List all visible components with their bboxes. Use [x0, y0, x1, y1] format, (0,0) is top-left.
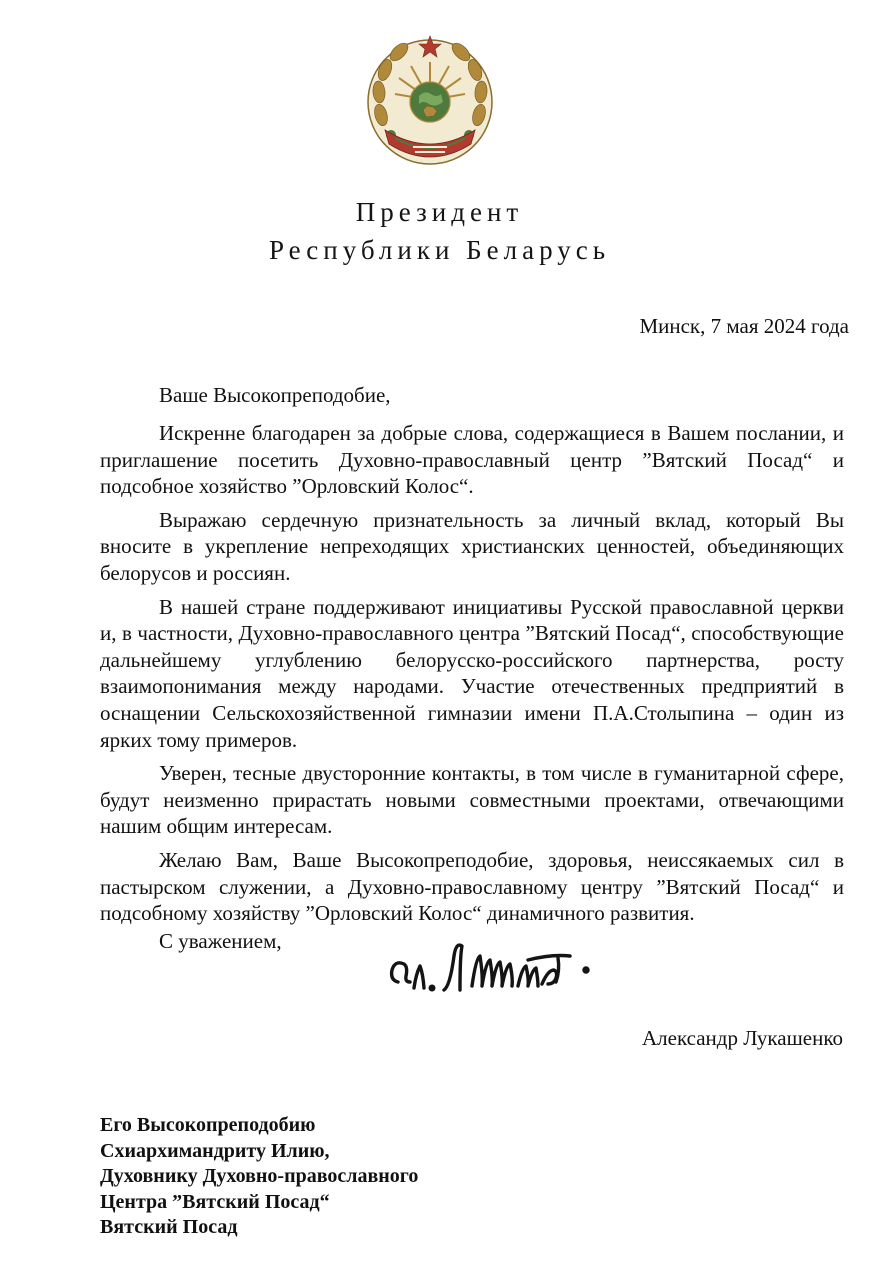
paragraph: В нашей стране поддерживают инициативы Русской православной церкви и, в частности, Духовно-православного центра ”Вятский Посад“, способствующие дальнейшему углублению белорусско-российского партнерства, росту взаимопонимания между народами. Участие отечественных предприятий в оснащении Сельскохозяйственной гимназии имени П.А.Столыпина – один из ярких тому примеров.: [100, 594, 844, 752]
letter-body: [100, 420, 844, 934]
addressee-line: Вятский Посад: [100, 1216, 238, 1239]
addressee-line: Его Высокопреподобию: [100, 1114, 316, 1136]
title-president: Президент: [355, 197, 524, 227]
addressee-line: Схиархимандриту Илию,: [100, 1139, 330, 1162]
paragraph: Искренне благодарен за добрые слова, содержащиеся в Вашем послании, и приглашение посетить Духовно-православный центр ”Вятский Посад“ и подсобное хозяйство ”Орловский Колос“.: [100, 421, 844, 499]
letter-date: Минск, 7 мая 2024 года: [639, 314, 849, 338]
title-republic-of-belarus: Республики Беларусь: [268, 235, 611, 265]
salutation: Ваше Высокопреподобие,: [159, 383, 391, 407]
signature-icon: [380, 930, 620, 1005]
paragraph: Желаю Вам, Ваше Высокопреподобие, здоровья, неиссякаемых сил в пастырском служении, а Духовно-православному центру ”Вятский Посад“ и подсобному хозяйству ”Орловский Колос“ динамичного развития.: [100, 847, 844, 926]
coat-of-arms-emblem: [361, 30, 499, 168]
paragraph: Выражаю сердечную признательность за личный вклад, который Вы вносите в укрепление непреходящих христианских ценностей, объединяющих белорусов и россиян.: [100, 507, 844, 585]
signer-name: Александр Лукашенко: [641, 1026, 843, 1050]
addressee-block: [100, 1113, 418, 1241]
addressee-line: Духовнику Духовно-православного: [100, 1165, 419, 1188]
closing-phrase: С уважением,: [159, 929, 282, 953]
addressee-line: Центра ”Вятский Посад“: [100, 1190, 330, 1213]
coat-of-arms-icon: [361, 30, 499, 168]
paragraph: Уверен, тесные двусторонние контакты, в том числе в гуманитарной сфере, будут неизменно прирастать новыми совместными проектами, отвечающими нашим общим интересам.: [100, 761, 844, 839]
handwritten-signature: [380, 930, 620, 1005]
